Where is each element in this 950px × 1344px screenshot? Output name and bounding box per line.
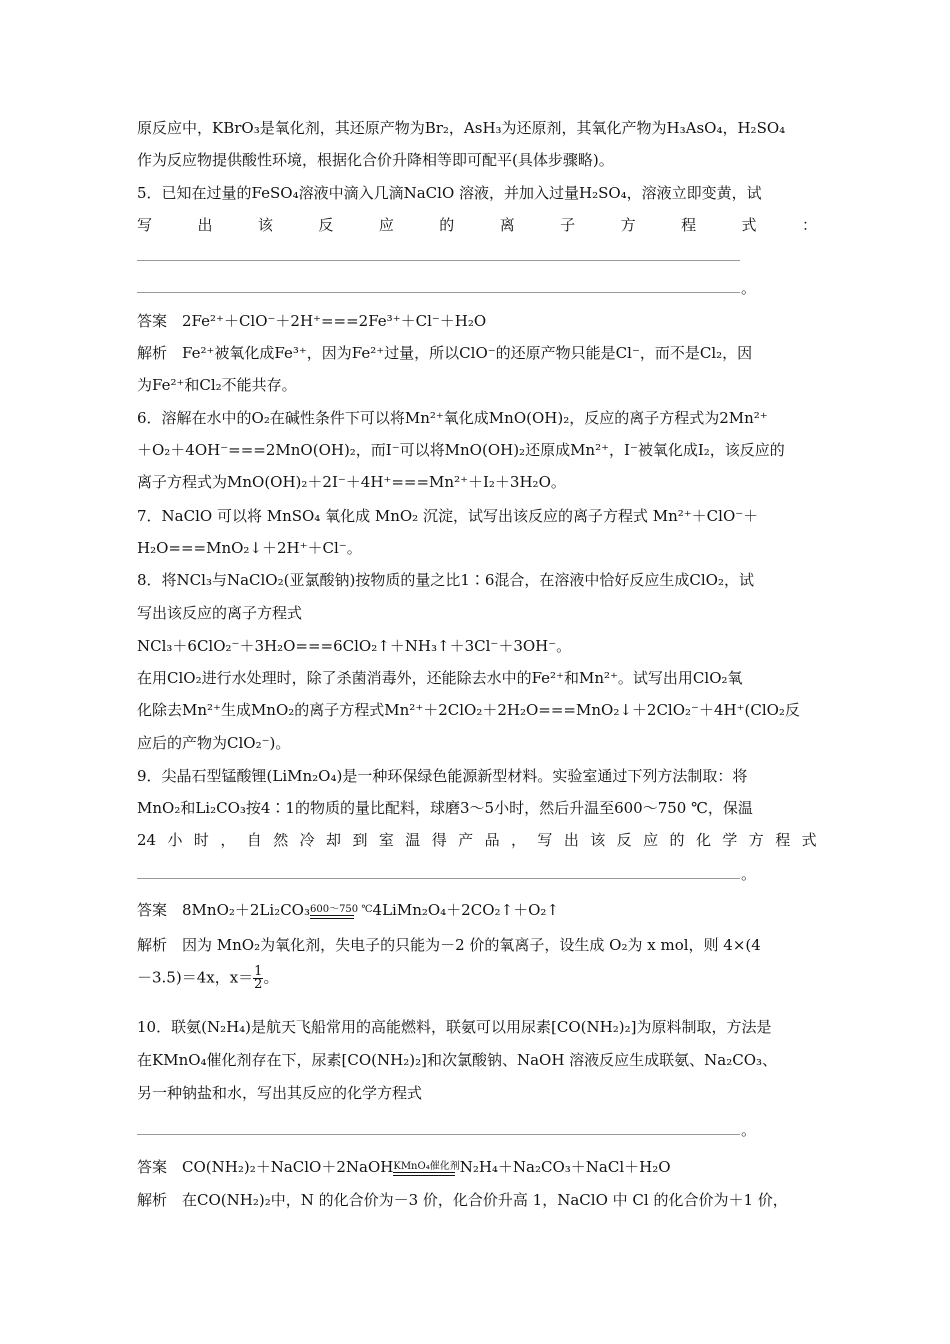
question-9: 9．尖晶石型锰酸锂(LiMn₂O₄)是一种环保绿色能源新型材料。实验室通过下列方法制取：将 (137, 767, 748, 785)
question-8: 8．将NCl₃与NaClO₂(亚氯酸钠)按物质的量之比1∶6混合，在溶液中恰好反应生成ClO₂，试 (137, 571, 754, 589)
answer-blank-line[interactable] (137, 260, 740, 261)
text-line: ＋O₂＋4OH⁻===2MnO(OH)₂，而I⁻可以将MnO(OH)₂还原成Mn²⁺，I⁻被氧化成I₂，该反应的 (137, 441, 785, 459)
text-line: 原反应中，KBrO₃是氧化剂，其还原产物为Br₂，AsH₃为还原剂，其氧化产物为H₃AsO₄，H₂SO₄ (137, 119, 786, 137)
question-9-spread-line: 24 小 时 ， 自 然 冷 却 到 室 温 得 产 品 ， 写 出 该 反 应 的 化 学 方 程 式 (137, 831, 817, 849)
text-line: 为Fe²⁺和Cl₂不能共存。 (137, 376, 297, 394)
explanation-9: 解析 因为 MnO₂为氧化剂，失电子的只能为－2 价的氧离子，设生成 O₂为 x mol，则 4×(4 (137, 936, 761, 954)
question-6: 6．溶解在水中的O₂在碱性条件下可以将Mn²⁺氧化成MnO(OH)₂，反应的离子方程式为2Mn²⁺ (137, 409, 768, 427)
text-line: 应后的产物为ClO₂⁻)。 (137, 734, 291, 752)
equation-8: NCl₃＋6ClO₂⁻＋3H₂O===6ClO₂↑＋NH₃↑＋3Cl⁻＋3OH⁻。 (137, 637, 572, 655)
question-5: 5．已知在过量的FeSO₄溶液中滴入几滴NaClO 溶液，并加入过量H₂SO₄，溶液立即变黄，试 (137, 184, 762, 202)
text-line: 离子方程式为MnO(OH)₂＋2I⁻＋4H⁺===Mn²⁺＋I₂＋3H₂O。 (137, 473, 566, 491)
question-10: 10．联氨(N₂H₄)是航天飞船常用的高能燃料，联氨可以用尿素[CO(NH₂)₂]为原料制取，方法是 (137, 1018, 772, 1036)
question-5-spread-line: 写 出 该 反 应 的 离 子 方 程 式 ： (137, 216, 817, 234)
answer-5: 答案 2Fe²⁺＋ClO⁻＋2H⁺===2Fe³⁺＋Cl⁻＋H₂O (137, 312, 487, 330)
explanation-10: 解析 在CO(NH₂)₂中，N 的化合价为－3 价，化合价升高 1，NaClO 中 Cl 的化合价为＋1 价， (137, 1191, 788, 1209)
answer-10: 答案 CO(NH₂)₂＋NaClO＋2NaOH KMnO₄催化剂 N₂H₄＋Na₂CO₃＋NaCl＋H₂O (137, 1158, 671, 1176)
text-line: 在用ClO₂进行水处理时，除了杀菌消毒外，还能除去水中的Fe²⁺和Mn²⁺。试写出用ClO₂氧 (137, 669, 743, 687)
explanation-9-line2: －3.5)＝4x，x＝ $\frac{1}{2}$ 。 (137, 964, 279, 992)
text-line: 写出该反应的离子方程式 (137, 604, 303, 622)
answer-blank-line[interactable] (137, 878, 740, 879)
text-line: H₂O===MnO₂↓＋2H⁺＋Cl⁻。 (137, 539, 362, 557)
text-line: 化除去Mn²⁺生成MnO₂的离子方程式Mn²⁺＋2ClO₂＋2H₂O===MnO₂↓＋2ClO₂⁻＋4H⁺(ClO₂反 (137, 701, 800, 719)
full-stop: 。 (741, 865, 757, 883)
text-line: 作为反应物提供酸性环境，根据化合价升降相等即可配平(具体步骤略)。 (137, 151, 614, 169)
answer-blank-line[interactable] (137, 1134, 740, 1135)
text-line: MnO₂和Li₂CO₃按4∶1的物质的量比配料，球磨3～5小时，然后升温至600～750 ℃，保温 (137, 799, 753, 817)
fraction: $\frac{1}{2}$ (254, 964, 263, 992)
full-stop: 。 (741, 279, 757, 297)
answer-blank-line[interactable] (137, 292, 740, 293)
question-7: 7．NaClO 可以将 MnSO₄ 氧化成 MnO₂ 沉淀，试写出该反应的离子方程式 Mn²⁺＋ClO⁻＋ (137, 507, 759, 525)
full-stop: 。 (741, 1121, 757, 1139)
reaction-condition: 600～750 ℃ (310, 904, 373, 919)
explanation-5: 解析 Fe²⁺被氧化成Fe³⁺，因为Fe²⁺过量，所以ClO⁻的还原产物只能是Cl⁻，而不是Cl₂，因 (137, 344, 753, 362)
reaction-condition: KMnO₄催化剂 (393, 1161, 459, 1176)
text-line: 另一种钠盐和水，写出其反应的化学方程式 (137, 1084, 423, 1102)
answer-9: 答案 8MnO₂＋2Li₂CO₃ 600～750 ℃ 4LiMn₂O₄＋2CO₂↑＋O₂↑ (137, 901, 559, 919)
text-line: 在KMnO₄催化剂存在下，尿素[CO(NH₂)₂]和次氯酸钠、NaOH 溶液反应生成联氨、Na₂CO₃、 (137, 1051, 778, 1069)
